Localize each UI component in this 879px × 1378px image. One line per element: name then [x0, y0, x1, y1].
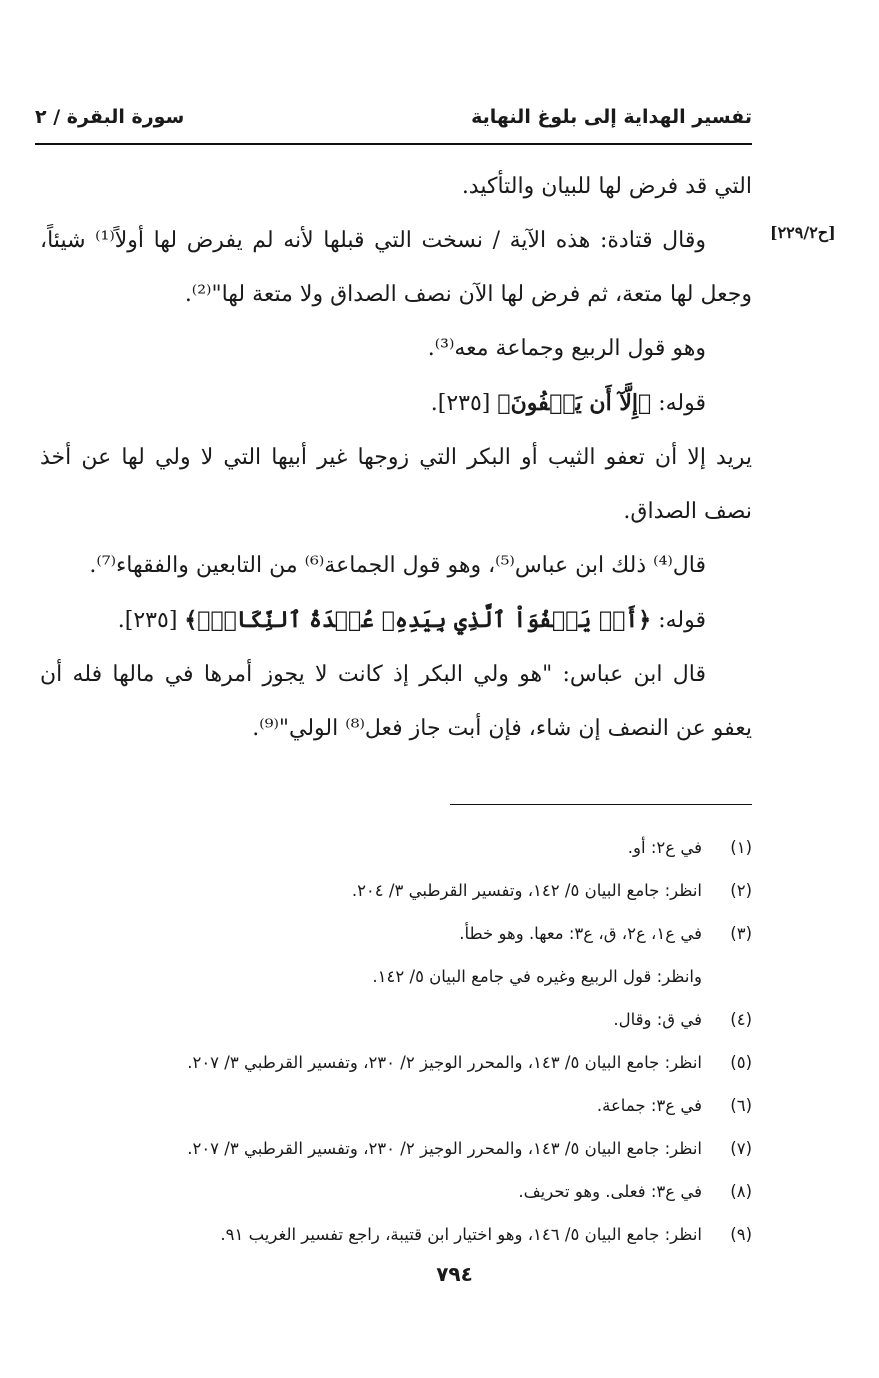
surah-title: سورة البقرة / ٢	[35, 106, 185, 128]
footnote-text: في ع٢: أو.	[627, 838, 702, 857]
footnote-text: في ق: وقال.	[613, 1010, 702, 1029]
footnote	[40, 826, 752, 869]
footnote	[40, 998, 752, 1041]
footnote-text: وانظر: قول الربيع وغيره في جامع البيان ٥/ ١٤٢.	[372, 967, 702, 986]
paragraph-6: قال⁽⁴⁾ ذلك ابن عباس⁽⁵⁾، وهو قول الجماعة⁽⁶⁾ من التابعين والفقهاء⁽⁷⁾.	[89, 553, 706, 578]
footnote	[40, 955, 752, 998]
footnote-text: انظر: جامع البيان ٥/ ١٤٣، والمحرر الوجيز ٢/ ٢٣٠، وتفسير القرطبي ٣/ ٢٠٧.	[187, 1139, 702, 1158]
quote-intro: قوله:	[651, 391, 706, 416]
footnote	[40, 1213, 752, 1256]
footnote-rule	[450, 804, 752, 805]
header-rule	[35, 143, 752, 145]
footnote-number: (٨)	[730, 1182, 752, 1201]
footnote-number: (٧)	[730, 1139, 752, 1158]
footnote	[40, 1170, 752, 1213]
footnote-text: انظر: جامع البيان ٥/ ١٤٦، وهو اختيار ابن قتيبة، راجع تفسير الغريب ٩١.	[220, 1225, 702, 1244]
quran-quote: ﴿إِلَّآ أَن يَعۡفُونَ﴾	[497, 390, 652, 416]
paragraph-8: قال ابن عباس: "هو ولي البكر إذ كانت لا يجوز أمرها في مالها فله أن يعفو عن النصف إن شاء، فإن أبت جاز فعل⁽⁸⁾ الولي"⁽⁹⁾.	[40, 662, 752, 741]
verse-ref: [٢٣٥].	[430, 391, 498, 416]
footnote-number: (١)	[730, 838, 752, 857]
quran-quote: ﴿أَوۡ يَعۡفُوَاْ ٱلَّذِي بِيَدِهِۦ عُقۡدَةُ ٱلنِّكَاحِۚ﴾	[184, 607, 652, 633]
main-text	[40, 160, 752, 756]
footnote	[40, 869, 752, 912]
page-header	[35, 100, 752, 134]
footnote	[40, 1127, 752, 1170]
verse-ref: [٢٣٥].	[117, 608, 185, 633]
footnote-text: في ع٣: فعلى. وهو تحريف.	[518, 1182, 702, 1201]
footnote	[40, 912, 752, 955]
quote-intro: قوله:	[651, 608, 706, 633]
paragraph-4	[40, 376, 752, 431]
book-title: تفسير الهداية إلى بلوغ النهاية	[471, 106, 752, 128]
page-number: ٧٩٤	[436, 1262, 473, 1286]
footnote-number: (٢)	[730, 881, 752, 900]
footnote-text: انظر: جامع البيان ٥/ ١٤٣، والمحرر الوجيز ٢/ ٢٣٠، وتفسير القرطبي ٣/ ٢٠٧.	[187, 1053, 702, 1072]
paragraph-5: يريد إلا أن تعفو الثيب أو البكر التي زوجها غير أبيها التي لا ولي لها عن أخذ نصف الصداق.	[40, 445, 752, 524]
footnote	[40, 1084, 752, 1127]
footnote-number: (٩)	[730, 1225, 752, 1244]
footnote	[40, 1041, 752, 1084]
margin-reference: [ح٢٢٩/٢]	[770, 223, 836, 242]
footnote-text: في ع١، ع٢، ق، ع٣: معها. وهو خطأ.	[459, 924, 702, 943]
paragraph-2: وقال قتادة: هذه الآية / نسخت التي قبلها لأنه لم يفرض لها أولاً⁽¹⁾ شيئاً، وجعل لها متعة، ثم فرض لها الآن نصف الصداق ولا متعة لها"⁽²⁾.	[40, 228, 752, 307]
footnote-text: انظر: جامع البيان ٥/ ١٤٢، وتفسير القرطبي ٣/ ٢٠٤.	[351, 881, 702, 900]
footnotes	[40, 826, 752, 1256]
footnote-number: (٣)	[730, 924, 752, 943]
footnote-number: (٤)	[730, 1010, 752, 1029]
footnote-text: في ع٣: جماعة.	[596, 1096, 702, 1115]
paragraph-3: وهو قول الربيع وجماعة معه⁽³⁾.	[427, 336, 706, 361]
footnote-number: (٦)	[730, 1096, 752, 1115]
paragraph-7	[40, 593, 752, 648]
footnote-number: (٥)	[730, 1053, 752, 1072]
paragraph-1: التي قد فرض لها للبيان والتأكيد.	[461, 174, 752, 199]
